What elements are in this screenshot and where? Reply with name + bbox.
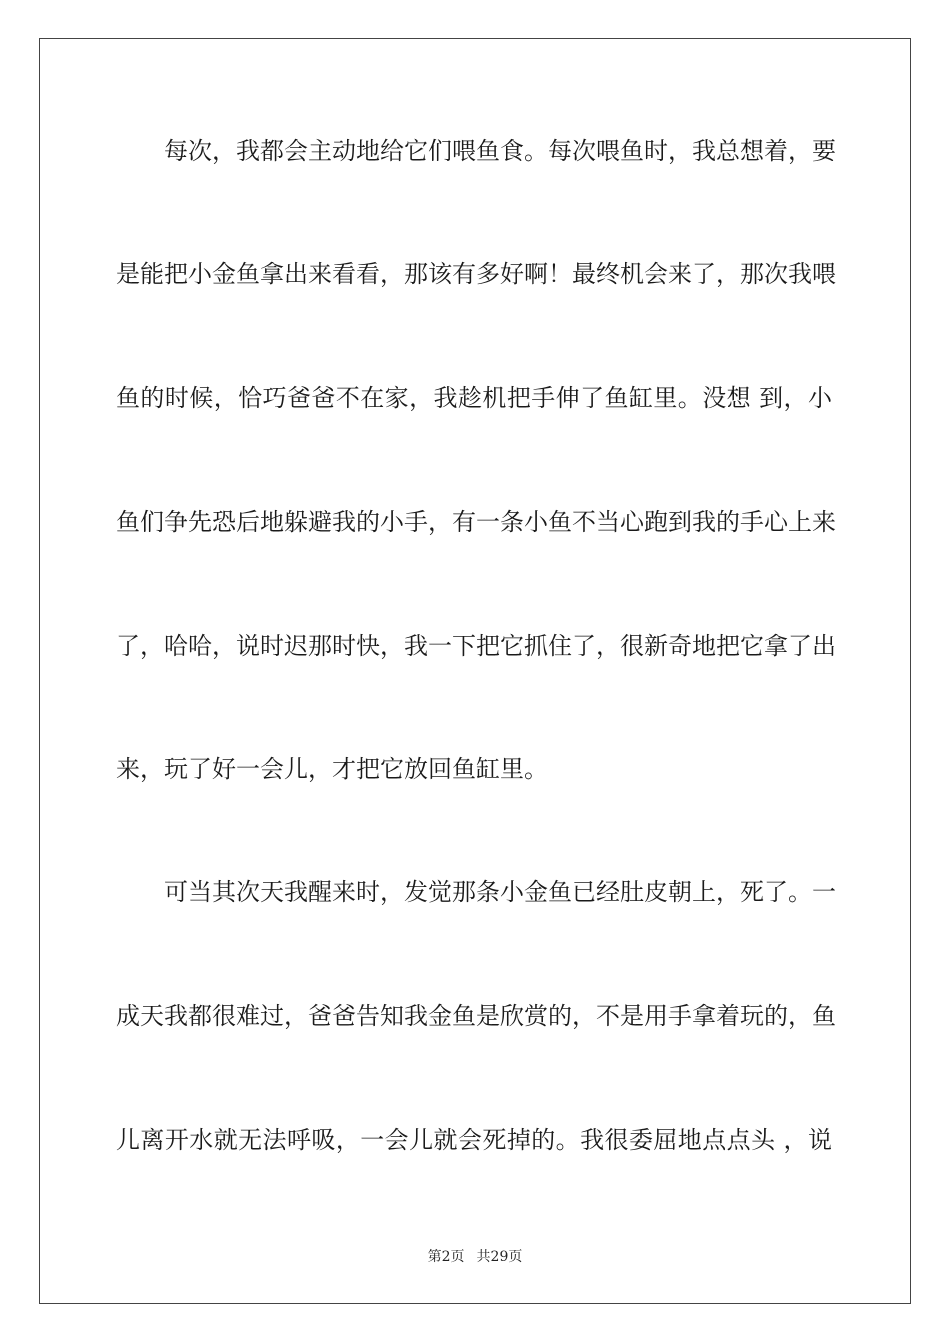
page-border [39, 38, 911, 1304]
paragraph-line: 每次，我都会主动地给它们喂鱼食。每次喂鱼时，我总想着，要 [164, 137, 836, 165]
paragraph-line: 鱼的时候，恰巧爸爸不在家，我趁机把手伸了鱼缸里。没想 到，小 [116, 384, 832, 412]
page-number-total: 共29页 [476, 1249, 523, 1265]
paragraph-line: 儿离开水就无法呼吸，一会儿就会死掉的。我很委屈地点点头 ，说 [116, 1126, 832, 1154]
page-footer [0, 1246, 950, 1268]
paragraph-line: 是能把小金鱼拿出来看看，那该有多好啊！最终机会来了，那次我喂 [116, 260, 836, 288]
paragraph-line: 来，玩了好一会儿，才把它放回鱼缸里。 [116, 755, 548, 783]
paragraph-line: 可当其次天我醒来时，发觉那条小金鱼已经肚皮朝上，死了。一 [164, 878, 836, 906]
paragraph-line: 成天我都很难过，爸爸告知我金鱼是欣赏的，不是用手拿着玩的，鱼 [116, 1002, 836, 1030]
paragraph-line: 了，哈哈，说时迟那时快，我一下把它抓住了，很新奇地把它拿了出 [116, 632, 836, 660]
page-number-current: 第2页 [427, 1249, 465, 1265]
paragraph-line: 鱼们争先恐后地躲避我的小手，有一条小鱼不当心跑到我的手心上来 [116, 508, 836, 536]
